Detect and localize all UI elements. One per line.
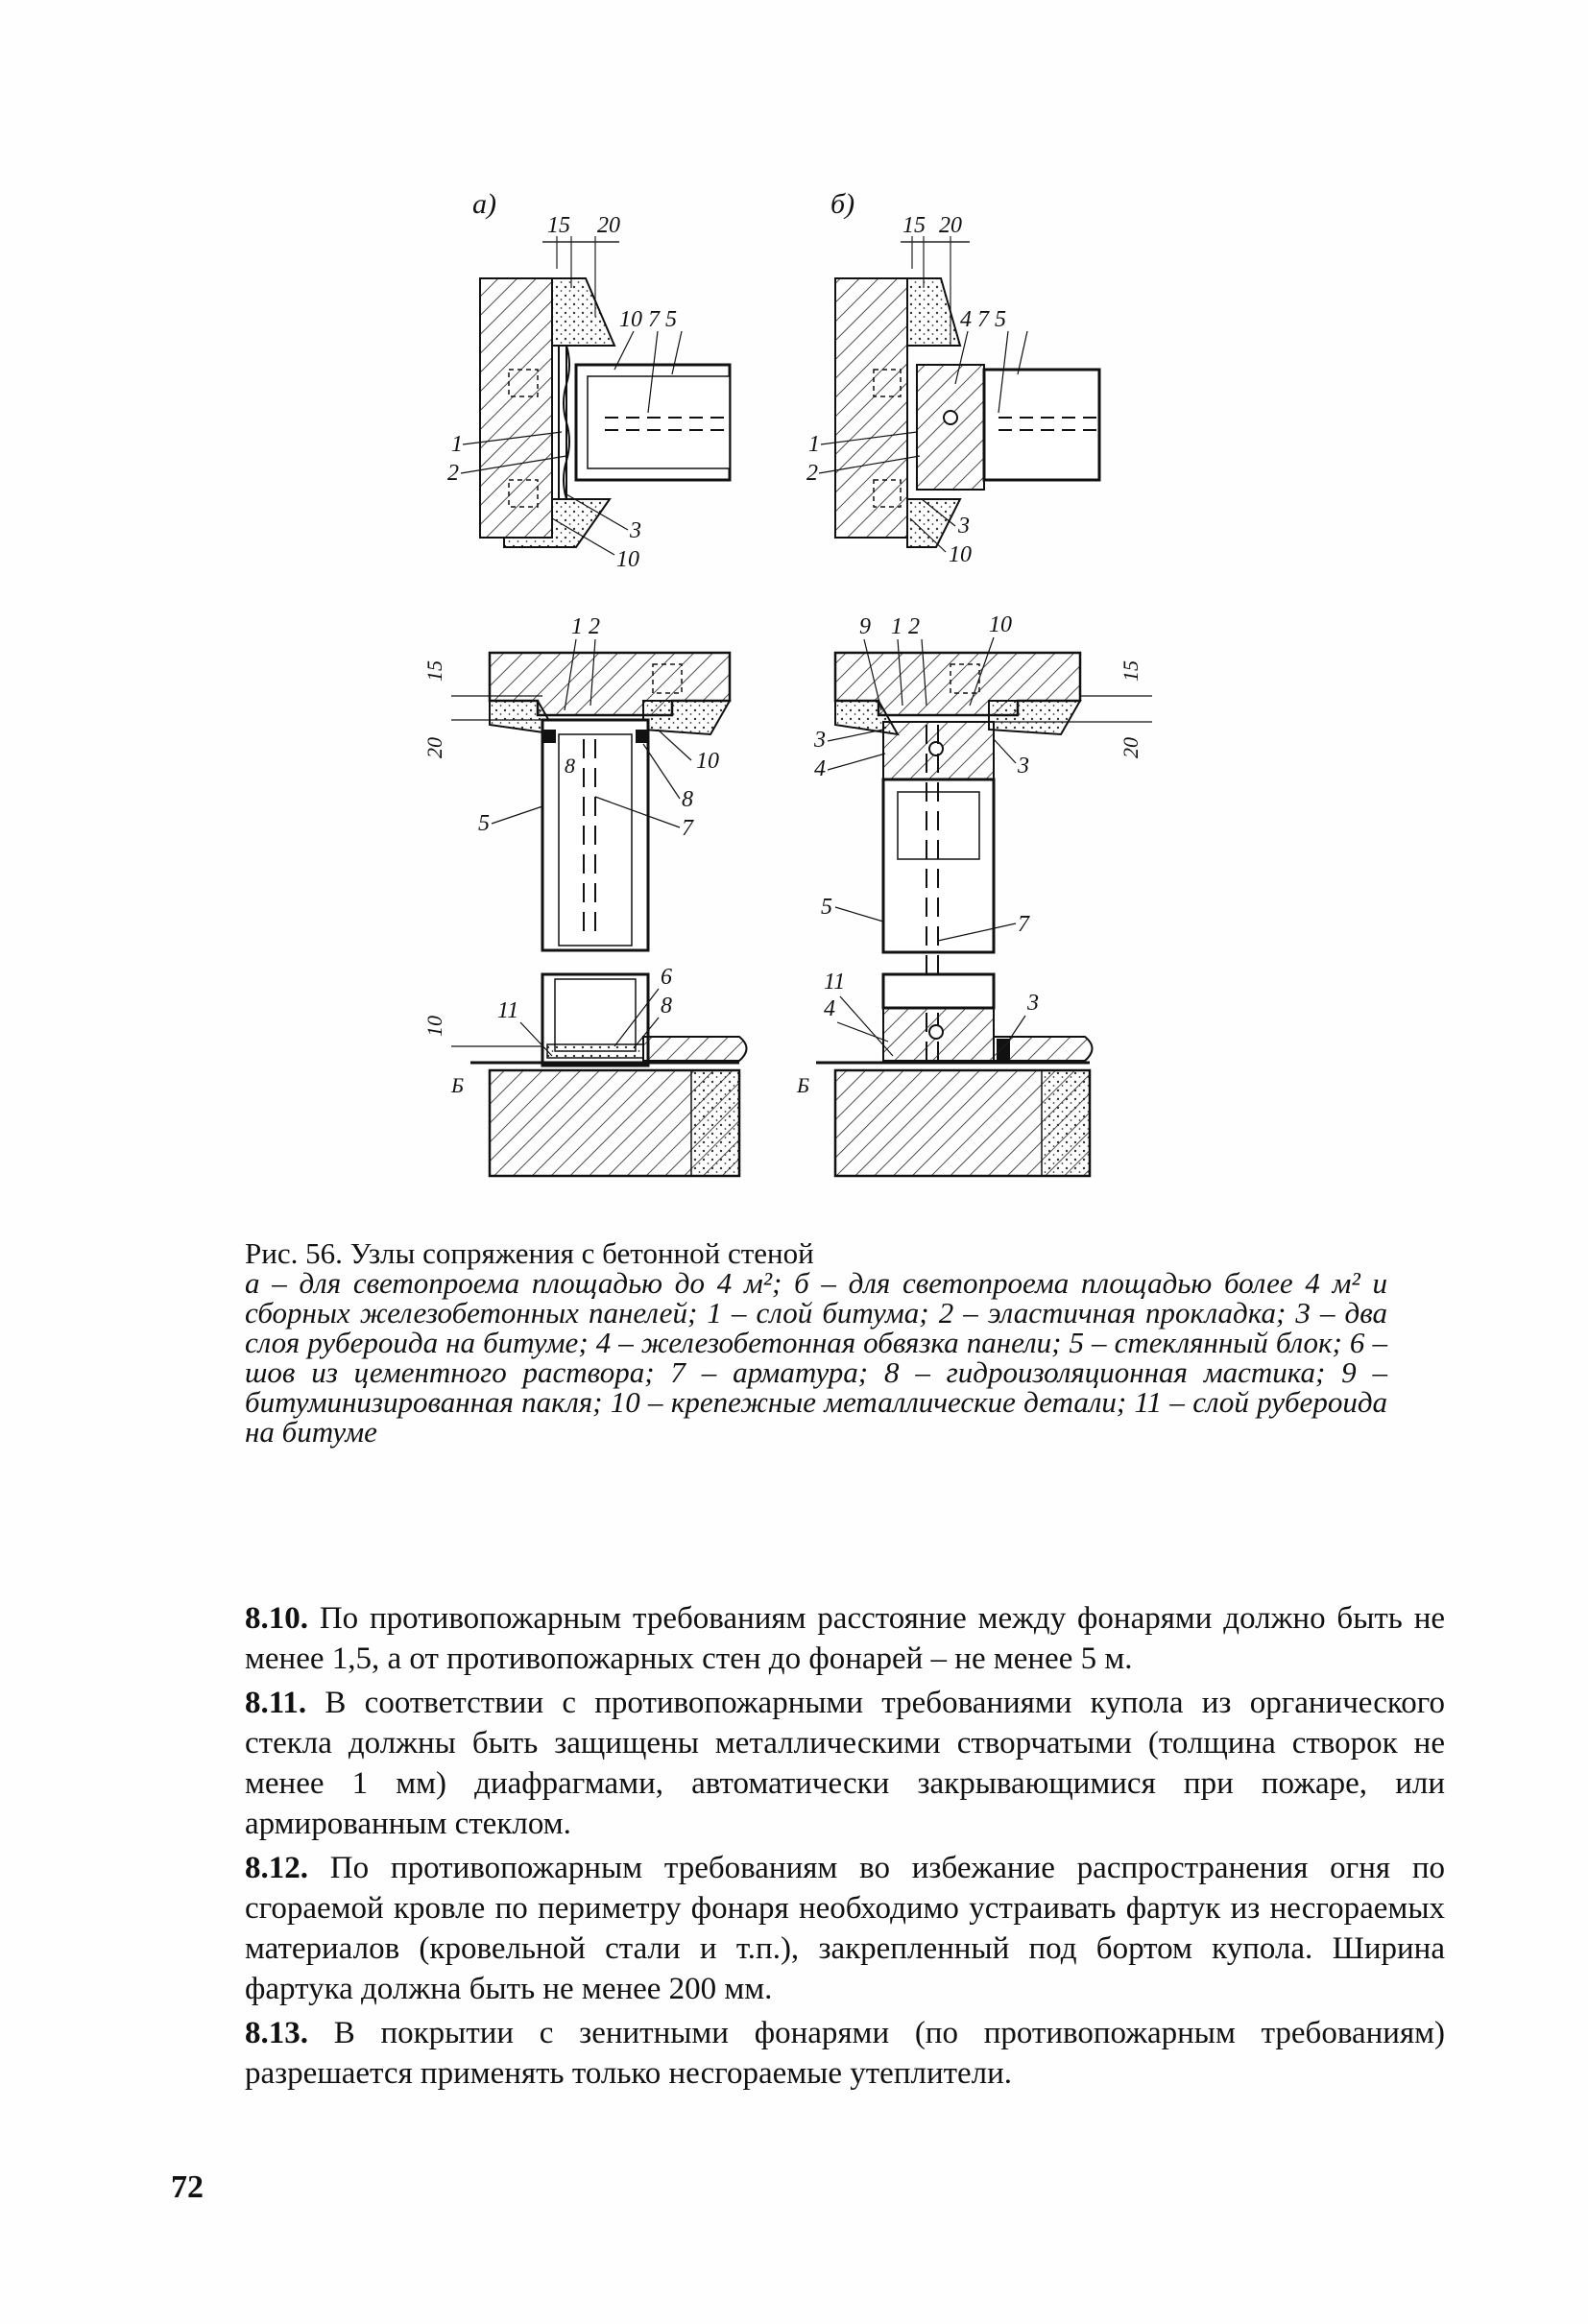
paragraph-8-11 xyxy=(245,1683,1445,1844)
paragraph-number: 8.13. xyxy=(245,2016,308,2050)
section-b-callout-3b: 3 xyxy=(1018,754,1029,779)
body-text xyxy=(245,1598,1445,2097)
panel-b-callout-10: 10 xyxy=(949,542,972,567)
panel-b-dim-15: 15 xyxy=(902,213,926,238)
section-b-callout-5: 5 xyxy=(821,895,832,920)
paragraph-8-10 xyxy=(245,1598,1445,1679)
section-b-dim-20: 20 xyxy=(1119,737,1143,758)
section-b-callout-3c: 3 xyxy=(1027,991,1039,1016)
paragraph-text: По противопожарным требованиям расстояние между фонарями должно быть не менее 1,5, а от противопожарных стен до фонарей – не менее 5 м. xyxy=(245,1601,1445,1676)
panel-a-callout-3: 3 xyxy=(630,518,641,543)
panel-b-callouts-top: 4 7 5 xyxy=(960,307,1006,332)
section-b-callout-4b: 4 xyxy=(824,996,835,1021)
section-a-callout-6: 6 xyxy=(661,965,672,990)
panel-b-detail xyxy=(806,188,1099,567)
section-b-callout-11: 11 xyxy=(824,970,846,994)
panel-b-dim-20: 20 xyxy=(939,213,962,238)
section-b-dim-15: 15 xyxy=(1119,660,1143,682)
panel-a-callout-2: 2 xyxy=(447,461,459,486)
panel-b-callout-3: 3 xyxy=(958,514,970,539)
section-a-detail xyxy=(422,614,747,1176)
section-b-callout-9: 9 xyxy=(859,614,871,639)
section-a-callout-b: Б xyxy=(451,1073,464,1097)
section-a-callouts-top: 1 2 xyxy=(571,614,600,639)
figure-caption xyxy=(245,1238,1387,1447)
panel-a-callouts-top: 10 7 5 xyxy=(619,307,677,332)
section-a-callout-8a: 8 xyxy=(565,754,575,778)
panel-a-label: а) xyxy=(472,188,496,220)
section-b-callout-7: 7 xyxy=(1018,912,1029,937)
panel-b-label: б) xyxy=(830,188,855,220)
section-a-dim-15: 15 xyxy=(422,660,446,682)
paragraph-number: 8.12. xyxy=(245,1851,308,1885)
paragraph-text: В покрытии с зенитными фонарями (по противопожарным требованиям) разрешается применять только несгораемые утеплители. xyxy=(245,2016,1446,2091)
section-a-callout-7: 7 xyxy=(682,816,693,841)
section-b-callout-4a: 4 xyxy=(814,756,826,781)
panel-b-callout-2: 2 xyxy=(806,461,818,486)
section-b-detail xyxy=(796,612,1152,1176)
paragraph-number: 8.11. xyxy=(245,1686,307,1720)
section-a-dim-10: 10 xyxy=(422,1016,446,1037)
section-b-callout-b: Б xyxy=(797,1073,809,1097)
section-b-callout-3a: 3 xyxy=(814,728,826,753)
section-b-callout-10: 10 xyxy=(989,612,1012,637)
panel-a-callout-10: 10 xyxy=(616,547,639,572)
paragraph-8-13 xyxy=(245,2013,1445,2094)
figure-56-drawing xyxy=(422,173,1181,1190)
paragraph-8-12 xyxy=(245,1848,1445,2009)
caption-body: а – для светопроема площадью до 4 м²; б – для светопроема площадью более 4 м² и сборных железобетонных панелей; 1 – слой битума; 2 – эластичная прокладка; 3 – два слоя рубероида на битуме; 4 – железобетонная обвязка панели; 5 – стеклянный блок; 6 – шов из цементного раствора; 7 – арматура; 8 – гидроизоляционная мастика; 9 – битуминизированная пакля; 10 – крепежные металлические детали; 11 – слой рубероида на битуме xyxy=(245,1266,1387,1449)
panel-b-callout-1: 1 xyxy=(808,432,820,457)
panel-a-callout-1: 1 xyxy=(451,432,463,457)
paragraph-text: В соответствии с противопожарными требованиями купола из органического стекла должны быть защищены металлическими створчатыми (толщина створок не менее 1 мм) диафрагмами, автоматически закрывающимися при пожаре, или армированным стеклом. xyxy=(245,1686,1445,1841)
section-a-dim-20: 20 xyxy=(422,737,446,758)
paragraph-text: По противопожарным требованиям во избежание распространения огня по сгораемой кровле по периметру фонаря необходимо устраивать фартук из несгораемых материалов (кровельной стали и т.п.), закрепленный под бортом купола. Ширина фартука должна быть не менее 200 мм. xyxy=(245,1851,1445,2006)
section-a-callout-8c: 8 xyxy=(661,994,672,1018)
panel-a-detail xyxy=(447,188,730,572)
paragraph-number: 8.10. xyxy=(245,1601,308,1636)
panel-a-dim-20: 20 xyxy=(597,213,620,238)
section-a-callout-11: 11 xyxy=(497,998,519,1023)
section-a-callout-8b: 8 xyxy=(682,787,693,812)
section-a-callout-5: 5 xyxy=(478,811,490,836)
page-number: 72 xyxy=(171,2169,204,2205)
caption-title: Рис. 56. Узлы сопряжения с бетонной стеной xyxy=(245,1236,814,1270)
section-b-callouts-top: 1 2 xyxy=(891,614,920,639)
panel-a-dim-15: 15 xyxy=(547,213,570,238)
section-a-callout-10: 10 xyxy=(696,749,719,774)
